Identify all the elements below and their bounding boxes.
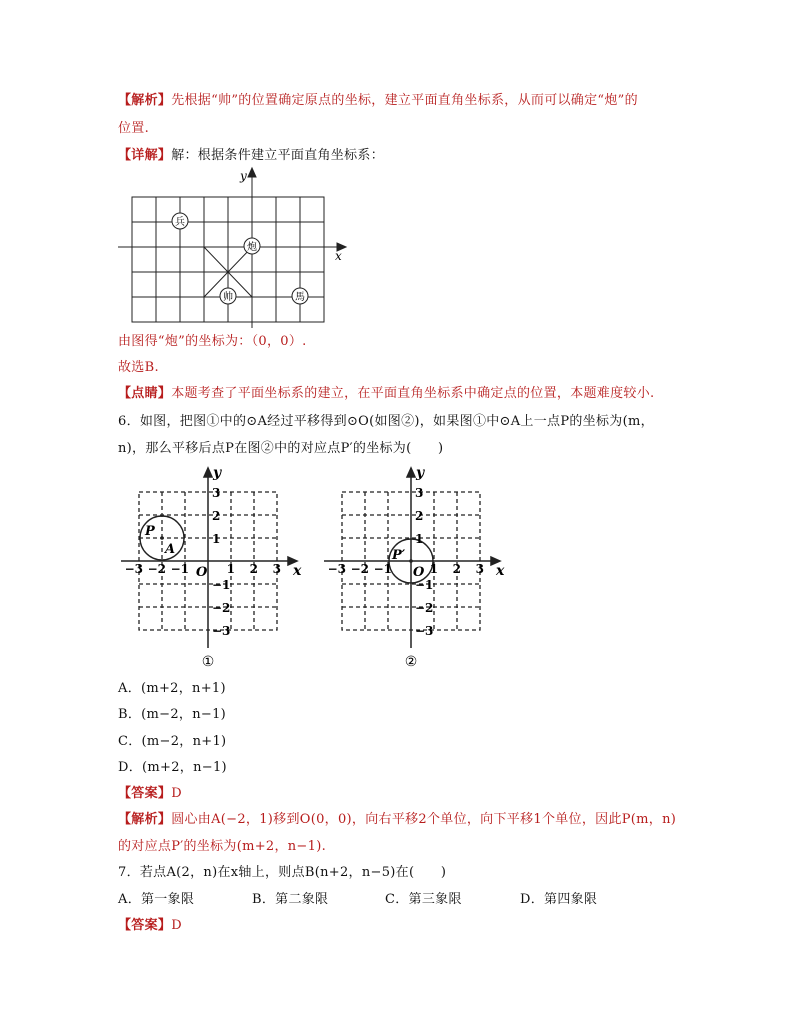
x-axis-label: x	[335, 249, 342, 263]
analysis-tag: 【解析】	[118, 93, 172, 108]
q6-analysis-line-1	[118, 812, 676, 828]
analysis-line-1	[118, 93, 638, 109]
q6-analysis-line-2: 的对应点P′的坐标为(m+2，n−1).	[118, 839, 327, 854]
x-axis-label: x	[293, 563, 302, 579]
center-point-O	[409, 559, 413, 563]
result-line: 由图得“炮”的坐标为：（0，0）.	[118, 334, 307, 349]
y-tick-label: −3	[212, 624, 231, 638]
y-tick-label: 3	[415, 486, 424, 500]
x-tick-label: −2	[147, 562, 166, 576]
piece-bing	[172, 213, 188, 229]
q6-option-d[interactable]: D．(m+2，n−1)	[118, 760, 227, 775]
y-tick-label: −3	[415, 624, 434, 638]
y-tick-label: −2	[415, 601, 434, 615]
q6-line-1: 6．如图，把图①中的⊙A经过平移得到⊙O(如图②)，如果图①中⊙A上一点P的坐标为(m，	[118, 414, 654, 429]
detail-text: 解：根据条件建立平面直角坐标系：	[171, 148, 385, 163]
q6-option-a[interactable]: A．(m+2，n+1)	[118, 681, 226, 696]
origin-label: O	[196, 565, 208, 580]
y-tick-label: 1	[415, 532, 424, 546]
q7-option-c[interactable]: C．第三象限	[385, 892, 462, 907]
figure-1	[115, 463, 315, 669]
x-tick-label: 3	[475, 562, 484, 576]
y-tick-label: −2	[212, 601, 231, 615]
analysis-text: 先根据“帅”的位置确定原点的坐标，建立平面直角坐标系，从而可以确定“炮”的	[171, 93, 638, 108]
y-tick-label: −1	[415, 578, 434, 592]
point-A-label: A	[165, 542, 176, 557]
point-P-prime-label: P′	[392, 548, 406, 563]
q7-option-d[interactable]: D．第四象限	[520, 892, 598, 907]
x-tick-label: −3	[124, 562, 143, 576]
answer-tag: 【答案】	[118, 918, 172, 933]
chess-board-figure	[118, 168, 348, 328]
detail-line	[118, 148, 384, 164]
svg-text:兵: 兵	[175, 217, 185, 228]
x-tick-label: −2	[350, 562, 369, 576]
svg-text:馬: 馬	[295, 292, 305, 303]
axes	[118, 168, 346, 328]
origin-label: O	[413, 565, 425, 580]
x-axis-label: x	[496, 563, 505, 579]
center-point-A	[160, 536, 164, 540]
point-P-label: P	[145, 524, 155, 539]
y-tick-label: −1	[212, 578, 231, 592]
analysis-line-2: 位置.	[118, 121, 150, 136]
y-axis-label: y	[240, 169, 247, 183]
q7-option-b[interactable]: B．第二象限	[252, 892, 329, 907]
analysis-text: 圆心由A(−2，1)移到O(0，0)，向右平移2个单位，向下平移1个单位，因此P(m，n)	[171, 812, 677, 827]
svg-text:炮: 炮	[247, 242, 257, 253]
y-axis-label: y	[416, 465, 425, 481]
x-tick-label: 3	[272, 562, 281, 576]
answer-value: D	[171, 786, 182, 801]
analysis-tag: 【解析】	[118, 812, 172, 827]
y-tick-label: 3	[212, 486, 221, 500]
q6-option-c[interactable]: C．(m−2，n+1)	[118, 734, 227, 749]
q7-answer-line	[118, 918, 182, 934]
q6-answer-line	[118, 786, 182, 802]
piece-shuai	[220, 288, 236, 304]
piece-pao	[244, 238, 260, 254]
x-tick-label: −3	[327, 562, 346, 576]
detail-tag: 【详解】	[118, 148, 172, 163]
x-tick-label: −1	[170, 562, 189, 576]
y-tick-label: 2	[415, 509, 424, 523]
axes	[121, 468, 297, 648]
answer-tag: 【答案】	[118, 786, 172, 801]
q7-option-a[interactable]: A．第一象限	[118, 892, 195, 907]
y-axis-label: y	[213, 465, 222, 481]
y-tick-label: 2	[212, 509, 221, 523]
figure-2-caption: ②	[404, 654, 418, 670]
x-tick-label: 1	[429, 562, 438, 576]
figure-1-caption: ①	[201, 654, 215, 670]
x-tick-label: 2	[452, 562, 461, 576]
figure-2	[318, 463, 518, 669]
axes	[324, 468, 500, 648]
x-tick-label: 1	[226, 562, 235, 576]
q7-line: 7．若点A(2，n)在x轴上，则点B(n+2，n−5)在( )	[118, 865, 447, 880]
piece-ma	[292, 288, 308, 304]
choose-line: 故选B.	[118, 360, 159, 375]
y-tick-label: 1	[212, 532, 221, 546]
comment-text: 本题考查了平面坐标系的建立，在平面直角坐标系中确定点的位置，本题难度较小.	[171, 386, 655, 401]
svg-text:帅: 帅	[223, 292, 233, 303]
answer-value: D	[171, 918, 182, 933]
q6-line-2: n)，那么平移后点P在图②中的对应点P′的坐标为( )	[118, 441, 444, 456]
comment-line	[118, 386, 654, 402]
x-tick-label: 2	[249, 562, 258, 576]
q6-option-b[interactable]: B．(m−2，n−1)	[118, 707, 227, 722]
comment-tag: 【点睛】	[118, 386, 172, 401]
x-tick-label: −1	[373, 562, 392, 576]
